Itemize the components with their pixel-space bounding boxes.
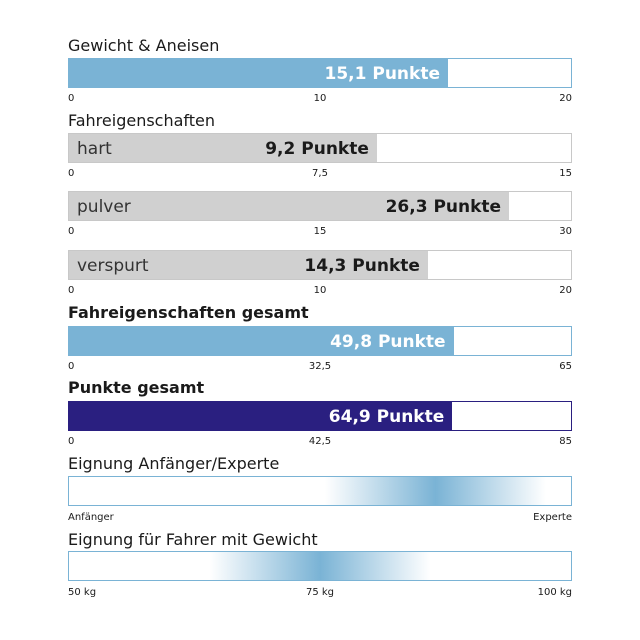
axis-tick-label: 10 [313, 93, 327, 104]
bar-track [68, 133, 572, 163]
suitability-gradient [69, 477, 571, 505]
bar-category-label: hart [77, 139, 112, 159]
axis-tick-label: 0 [68, 168, 75, 179]
bar-label: Fahreigenschaften gesamt [68, 303, 309, 322]
bar-track [68, 58, 572, 88]
bar-fill [69, 192, 509, 220]
bar-value-label: 64,9 Punkte [328, 407, 445, 427]
axis-tick-label: 10 [313, 285, 327, 296]
bar-track [68, 191, 572, 221]
axis-tick-label: Experte [533, 512, 572, 523]
axis-tick-label: 7,5 [312, 168, 328, 179]
axis-tick-label: 20 [559, 285, 572, 296]
axis-tick-label: 0 [68, 285, 75, 296]
bar-value-label: 14,3 Punkte [304, 256, 420, 276]
bar-track [68, 250, 572, 280]
bar-track [68, 401, 572, 431]
axis-tick-label: 75 kg [305, 587, 335, 598]
axis-tick-label: 20 [559, 93, 572, 104]
bar-fill [69, 402, 452, 430]
suitability-gradient [69, 552, 571, 580]
suitability-label: Eignung für Fahrer mit Gewicht [68, 530, 318, 549]
bar-category-label: pulver [77, 197, 131, 217]
axis-tick-label: 32,5 [308, 361, 332, 372]
axis-tick-label: 0 [68, 436, 75, 447]
axis-tick-label: 85 [559, 436, 572, 447]
axis-tick-label: 15 [559, 168, 572, 179]
axis-tick-label: 30 [559, 226, 572, 237]
bar-value-label: 26,3 Punkte [385, 197, 502, 217]
bar-category-label: verspurt [77, 256, 149, 276]
suitability-bar [68, 476, 572, 506]
group-label-fahreigenschaften: Fahreigenschaften [68, 111, 216, 130]
axis-tick-label: Anfänger [68, 512, 114, 523]
axis-tick-label: 0 [68, 93, 75, 104]
bar-value-label: 9,2 Punkte [265, 139, 369, 159]
axis-tick-label: 0 [68, 226, 75, 237]
bar-fill [69, 327, 454, 355]
bar-value-label: 15,1 Punkte [324, 64, 440, 84]
bar-fill [69, 59, 448, 87]
axis-tick-label: 50 kg [68, 587, 97, 598]
bar-value-label: 49,8 Punkte [330, 332, 446, 352]
axis-tick-label: 65 [559, 361, 572, 372]
bar-label: Punkte gesamt [68, 378, 205, 397]
axis-tick-label: 15 [313, 226, 327, 237]
axis-tick-label: 0 [68, 361, 75, 372]
bar-fill [69, 134, 377, 162]
bar-track [68, 326, 572, 356]
suitability-label: Eignung Anfänger/Experte [68, 454, 280, 473]
bar-label: Gewicht & Aneisen [68, 36, 220, 55]
suitability-bar [68, 551, 572, 581]
axis-tick-label: 42,5 [308, 436, 332, 447]
axis-tick-label: 100 kg [537, 587, 572, 598]
